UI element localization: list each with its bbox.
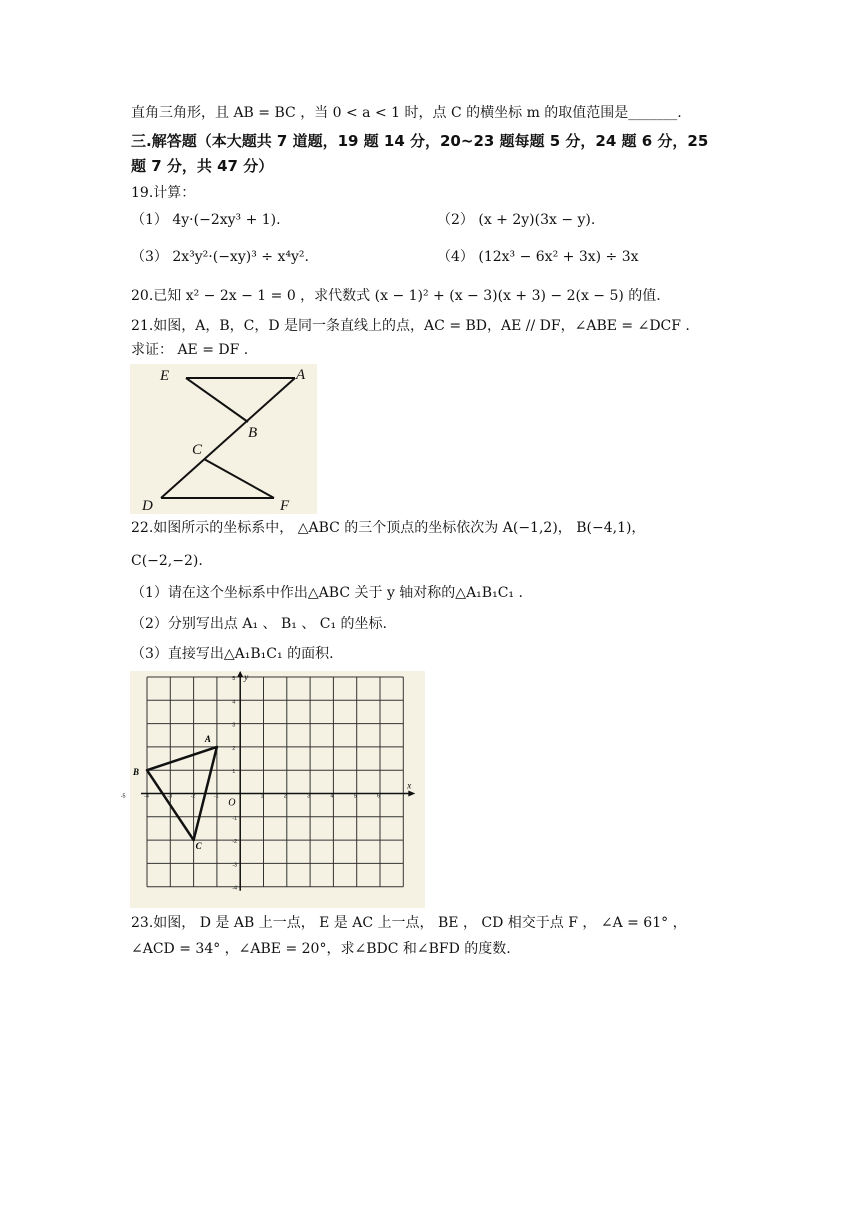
- label-a: A: [296, 367, 306, 383]
- x-tick-label: -1: [213, 793, 219, 800]
- question-22-part-2: （2）分别写出点 A₁ 、 B₁ 、 C₁ 的坐标.: [131, 616, 388, 632]
- y-tick-label: 5: [232, 676, 236, 682]
- y-tick-label: -1: [232, 815, 238, 822]
- question-23: 23.如图， D 是 AB 上一点， E 是 AC 上一点， BE ， CD 相交于点 F ， ∠A = 61° ，: [131, 915, 687, 931]
- question-22-part-3: （3）直接写出△A₁B₁C₁ 的面积.: [131, 646, 334, 662]
- vertex-label-c: C: [195, 841, 202, 852]
- x-tick-label: 1: [260, 793, 264, 800]
- label-e: E: [160, 368, 170, 384]
- label-d: D: [142, 498, 153, 514]
- x-tick-label: -5: [120, 793, 126, 800]
- x-tick-label: 2: [283, 793, 287, 800]
- vertex-label-a: A: [204, 733, 211, 744]
- x-tick-label: -3: [167, 793, 173, 800]
- x-axis-label: x: [407, 780, 412, 791]
- question-19-part-4: （4） (12x³ − 6x² + 3x) ÷ 3x: [437, 249, 639, 265]
- y-tick-label: 4: [232, 699, 236, 706]
- question-19-part-3: （3） 2x³y²·(−xy)³ ÷ x⁴y².: [131, 249, 309, 265]
- question-21-proof: 求证： AE = DF .: [131, 342, 249, 358]
- y-tick-label: -3: [232, 862, 238, 869]
- y-tick-label: 1: [232, 769, 236, 776]
- origin-label: O: [228, 797, 236, 809]
- question-22-cont: C(−2,−2).: [131, 553, 203, 569]
- figure-21: [130, 364, 317, 514]
- question-22: 22.如图所示的坐标系中， △ABC 的三个顶点的坐标依次为 A(−1,2)， B(−4,1)，: [131, 520, 646, 536]
- x-tick-label: 3: [307, 793, 311, 800]
- vertex-label-b: B: [133, 767, 140, 778]
- label-b: B: [248, 425, 258, 441]
- question-19-part-2: （2） (x + 2y)(3x − y).: [437, 212, 596, 228]
- y-tick-label: 3: [232, 722, 236, 729]
- y-tick-label: -4: [232, 885, 238, 892]
- question-19-part-1: （1） 4y·(−2xy³ + 1).: [131, 212, 281, 228]
- question-22-part-1: （1）请在这个坐标系中作出△ABC 关于 y 轴对称的△A₁B₁C₁ .: [131, 585, 523, 601]
- x-tick-label: -2: [190, 793, 196, 800]
- figure-22-coordinate-grid: [120, 671, 425, 908]
- section-heading-cont: 题 7 分，共 47 分）: [131, 157, 274, 175]
- question-21: 21.如图，A，B，C，D 是同一条直线上的点，AC = BD，AE // DF，∠ABE = ∠DCF .: [131, 318, 690, 334]
- x-tick-label: 6: [377, 793, 381, 800]
- section-heading: 三.解答题（本大题共 7 道题，19 题 14 分，20~23 题每题 5 分，24 题 6 分，25: [131, 132, 709, 150]
- x-tick-label: -4: [144, 793, 149, 800]
- y-tick-label: -2: [232, 839, 238, 846]
- question-19: 19.计算：: [131, 185, 196, 201]
- question-23-cont: ∠ACD = 34° ，∠ABE = 20°，求∠BDC 和∠BFD 的度数.: [131, 941, 511, 957]
- x-tick-label: 4: [330, 793, 334, 800]
- figure-21-background: [130, 364, 317, 514]
- question-20: 20.已知 x² − 2x − 1 = 0 ，求代数式 (x − 1)² + (x − 3)(x + 3) − 2(x − 5) 的值.: [131, 288, 661, 304]
- label-c: C: [192, 442, 203, 458]
- y-axis-label: y: [244, 672, 249, 682]
- label-f: F: [280, 498, 290, 514]
- figure-22-background: [130, 671, 425, 908]
- x-tick-label: 5: [353, 793, 357, 800]
- continued-text: 直角三角形，且 AB = BC ，当 0 < a < 1 时，点 C 的横坐标 m 的取值范围是_______.: [131, 105, 682, 121]
- y-tick-label: 2: [232, 745, 236, 752]
